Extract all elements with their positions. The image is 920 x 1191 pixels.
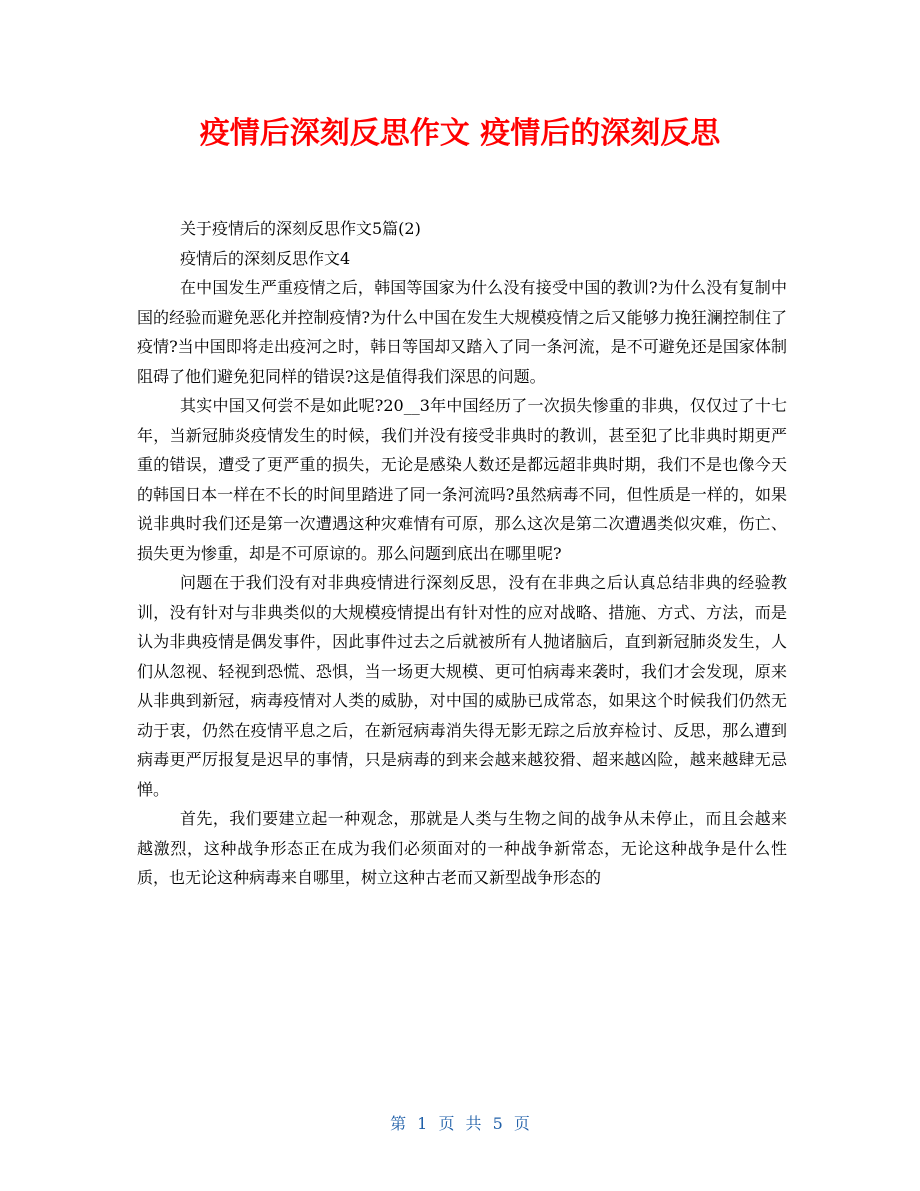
page-number-footer: 第 1 页 共 5 页 xyxy=(390,1114,530,1133)
essay-heading: 疫情后的深刻反思作文4 xyxy=(180,248,351,268)
paragraph-3: 问题在于我们没有对非典疫情进行深刻反思，没有在非典之后认真总结非典的经验教训，没有针对与非典类似的大规模疫情提出有针对性的应对战略、措施、方式、方法，而是认为非典疫情是偶发事件，因此事件过去之后就被所有人抛诸脑后，直到新冠肺炎发生，人们从忽视、轻视到恐慌、恐惧，当一场更大规模、更可怕病毒来袭时，我们才会发现，原来从非典到新冠，病毒疫情对人类的威胁，对中国的威胁已成常态，如果这个时候我们仍然无动于衷，仍然在疫情平息之后，在新冠病毒消失得无影无踪之后放弃检讨、反思，那么遭到病毒更严厉报复是迟早的事情，只是病毒的到来会越来越狡猾、超来越凶险，越来越肆无忌惮。 xyxy=(137,573,787,799)
document-title: 疫情后深刻反思作文 疫情后的深刻反思 xyxy=(199,116,721,151)
paragraph-4: 首先，我们要建立起一种观念，那就是人类与生物之间的战争从未停止，而且会越来越激烈，这种战争形态正在成为我们必须面对的一种战争新常态，无论这种战争是什么性质，也无论这种病毒来自哪里，树立这种古老而又新型战争形态的 xyxy=(137,809,787,887)
paragraph-2: 其实中国又何尝不是如此呢?20__3年中国经历了一次损失惨重的非典，仅仅过了十七年，当新冠肺炎疫情发生的时候，我们并没有接受非典时的教训，甚至犯了比非典时期更严重的错误，遭受了更严重的损失，无论是感染人数还是都远超非典时期，我们不是也像今天的韩国日本一样在不长的时间里踏进了同一条河流吗?虽然病毒不同，但性质是一样的，如果说非典时我们还是第一次遭遇这种灾难情有可原，那么这次是第二次遭遇类似灾难，伤亡、损失更为惨重，却是不可原谅的。那么问题到底出在哪里呢? xyxy=(137,396,787,563)
document-body xyxy=(137,214,787,893)
paragraph-1: 在中国发生严重疫情之后，韩国等国家为什么没有接受中国的教训?为什么没有复制中国的经验而避免恶化并控制疫情?为什么中国在发生大规模疫情之后又能够力挽狂澜控制住了疫情?当中国即将走出疫河之时，韩日等国却又踏入了同一条河流，是不可避免还是国家体制阻碍了他们避免犯同样的错误?这是值得我们深思的问题。 xyxy=(137,278,787,386)
series-heading: 关于疫情后的深刻反思作文5篇(2) xyxy=(180,219,421,238)
